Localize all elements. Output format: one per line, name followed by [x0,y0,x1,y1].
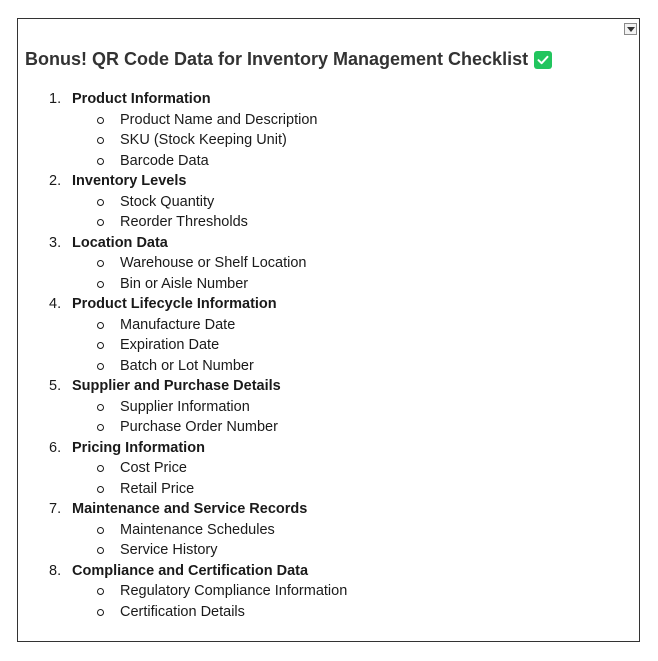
item-number: 8. [49,562,62,579]
item-number: 1. [49,91,62,107]
item-number: 4. [49,296,62,312]
page-title [25,49,552,70]
sub-item-text: Supplier Information [120,398,250,415]
circle-bullet-icon [97,199,104,206]
item-number: 7. [49,501,62,517]
circle-bullet-icon [97,547,104,554]
sub-item-text: Batch or Lot Number [120,357,254,374]
checklist-item [18,171,618,233]
circle-bullet-icon [97,363,104,370]
sub-list-item [18,356,618,377]
sub-item-text: Manufacture Date [120,316,236,333]
sub-item-text: Cost Price [120,460,187,476]
sub-item-text: Bin or Aisle Number [120,275,249,292]
checklist-item-heading [18,499,618,520]
item-title: Maintenance and Service Records [72,501,308,517]
sub-list-item [18,315,618,336]
dropdown-toggle-button[interactable] [624,23,637,35]
checklist-item-heading [18,89,618,110]
checklist [18,89,618,622]
item-number: 2. [49,173,62,189]
circle-bullet-icon [97,322,104,329]
circle-bullet-icon [97,465,104,472]
item-title: Product Information [72,91,211,107]
circle-bullet-icon [97,527,104,534]
sub-list-item [18,192,618,213]
item-number: 5. [49,378,62,394]
circle-bullet-icon [97,117,104,124]
sub-list-item [18,581,618,602]
circle-bullet-icon [97,281,104,288]
sub-list-item [18,520,618,541]
sub-list-item [18,417,618,438]
checklist-item [18,294,618,376]
sub-list-item [18,397,618,418]
sub-item-text: Expiration Date [120,337,220,353]
sub-list-item [18,274,618,295]
checklist-item [18,376,618,438]
checklist-item [18,438,618,500]
circle-bullet-icon [97,158,104,165]
circle-bullet-icon [97,219,104,226]
checklist-item [18,89,618,171]
sub-item-text: SKU (Stock Keeping Unit) [120,132,287,148]
sub-item-text: Purchase Order Number [120,419,278,435]
sub-item-text: Warehouse or Shelf Location [120,255,307,271]
sub-list-item [18,253,618,274]
sub-list-item [18,212,618,233]
sub-list-item [18,479,618,500]
sub-list-item [18,335,618,356]
sub-item-text: Stock Quantity [120,193,215,210]
check-mark-button-icon [534,51,552,69]
circle-bullet-icon [97,424,104,431]
page-title-text: Bonus! QR Code Data for Inventory Management Checklist [25,49,529,69]
sub-item-text: Barcode Data [120,152,209,169]
checklist-item-heading [18,233,618,254]
checklist-item-heading [18,561,618,582]
circle-bullet-icon [97,260,104,267]
sub-item-text: Retail Price [120,480,195,497]
circle-bullet-icon [97,342,104,349]
sub-item-text: Reorder Thresholds [120,214,248,230]
sub-item-text: Certification Details [120,603,245,620]
checklist-item [18,561,618,623]
item-number: 3. [49,234,62,251]
chevron-down-icon [627,27,635,32]
sub-list-item [18,151,618,172]
sub-item-text: Maintenance Schedules [120,521,275,538]
item-title: Pricing Information [72,439,205,456]
checklist-item-heading [18,171,618,192]
sub-item-text: Regulatory Compliance Information [120,583,348,599]
checklist-item [18,233,618,295]
sub-item-text: Product Name and Description [120,111,318,128]
item-title: Location Data [72,234,168,251]
sub-list-item [18,458,618,479]
checklist-item-heading [18,294,618,315]
checklist-item [18,499,618,561]
item-title: Compliance and Certification Data [72,562,309,579]
item-title: Supplier and Purchase Details [72,378,281,394]
item-title: Product Lifecycle Information [72,296,277,312]
circle-bullet-icon [97,404,104,411]
sub-list-item [18,602,618,623]
circle-bullet-icon [97,609,104,616]
circle-bullet-icon [97,137,104,144]
sub-list-item [18,130,618,151]
item-number: 6. [49,439,62,456]
circle-bullet-icon [97,588,104,595]
checklist-item-heading [18,376,618,397]
item-title: Inventory Levels [72,173,187,189]
circle-bullet-icon [97,486,104,493]
document-frame [17,18,640,642]
sub-list-item [18,540,618,561]
sub-list-item [18,110,618,131]
checklist-item-heading [18,438,618,459]
sub-item-text: Service History [120,542,218,558]
